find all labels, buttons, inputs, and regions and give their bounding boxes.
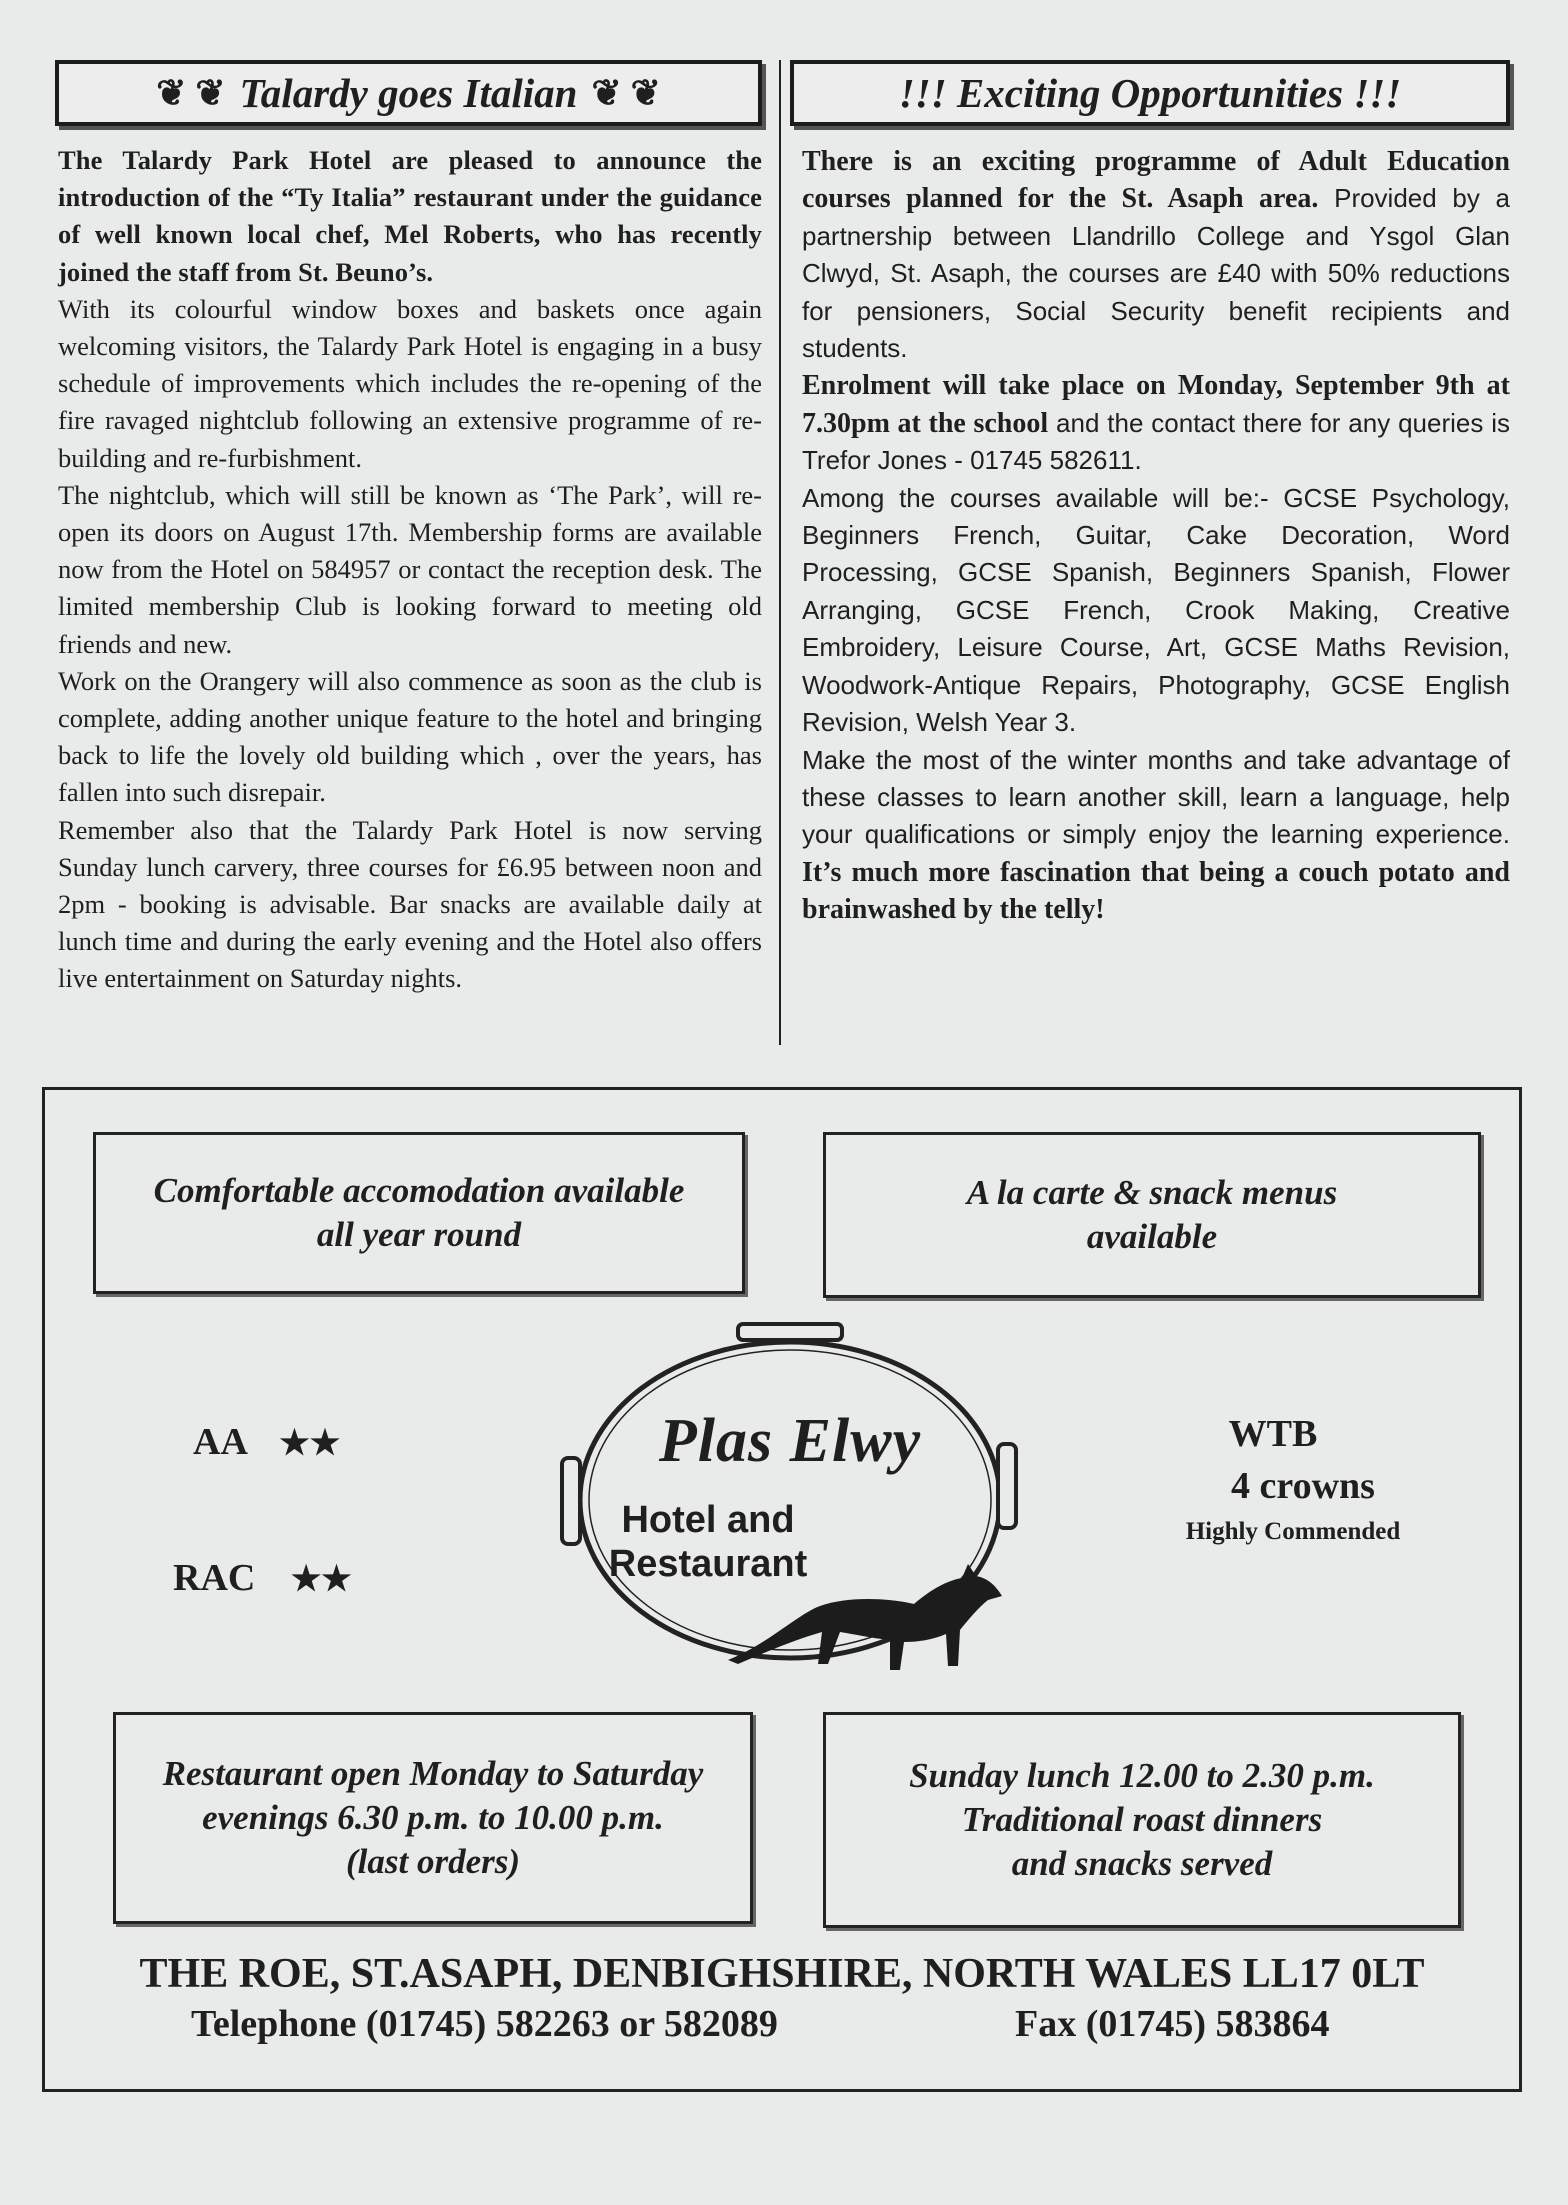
right-article-body: [790, 143, 1510, 929]
logo-subtitle: [558, 1498, 858, 1586]
box-line: Sunday lunch 12.00 to 2.30 p.m.: [909, 1756, 1375, 1795]
box-line: Traditional roast dinners: [961, 1800, 1323, 1839]
logo-subtitle-line: Restaurant: [608, 1543, 808, 1585]
right-article-bold: There is an exciting programme of Adult Education courses planned for the St. Asaph area.: [802, 146, 1510, 215]
left-article-paragraph: The nightclub, which will still be known as ‘The Park’, will re-open its doors on August 17th. Membership forms are available now from the Hotel on 584957 or contact the reception desk. The limited membership Club is looking forward to meeting old friends and new.: [58, 479, 762, 659]
crowns-label: 4 crowns: [1231, 1465, 1375, 1507]
left-article-paragraph: With its colourful window boxes and baskets once again welcoming visitors, the Talardy Park Hotel is engaging in a busy schedule of improvements which includes the re-opening of the fire ravaged nightclub following an extensive programme of re-building and re-furbishment.: [58, 293, 762, 473]
rac-rating: [173, 1556, 352, 1600]
commended-label: Highly Commended: [1185, 1518, 1401, 1545]
hotel-logo: [558, 1314, 1028, 1684]
box-line: (last orders): [345, 1842, 521, 1881]
hotel-fax: Fax (01745) 583864: [1015, 2003, 1330, 2045]
right-article-text: Make the most of the winter months and take advantage of these classes to learn another skill, learn a language, help your qualifications or simply enjoy the learning experience.: [802, 744, 1510, 850]
left-article-heading: [55, 60, 762, 126]
left-article-title: Talardy goes Italian: [239, 70, 578, 116]
left-article-paragraph: Remember also that the Talardy Park Hotel is now serving Sunday lunch carvery, three courses for £6.95 between noon and 2pm - booking is advisable. Bar snacks are available daily at lunch time and during the early evening and the Hotel also offers live entertainment on Saturday nights.: [58, 814, 762, 994]
box-line: available: [1086, 1217, 1218, 1256]
sunday-lunch-box: [823, 1712, 1461, 1928]
box-line: and snacks served: [1011, 1844, 1273, 1883]
menus-box: [823, 1132, 1481, 1298]
column-divider: [779, 60, 781, 1045]
wtb-rating: [1153, 1408, 1453, 1552]
right-article-course-list: Among the courses available will be:- GCSE Psychology, Beginners French, Guitar, Cake Decoration, Word Processing, GCSE Spanish, Beginners Spanish, Flower Arranging, GCSE French, Crook Making, Creative Embroidery, Leisure Course, Art, GCSE Maths Revision, Woodwork-Antique Repairs, Photography, GCSE English Revision, Welsh Year 3.: [802, 482, 1510, 738]
hotel-advert: [42, 1087, 1522, 2092]
right-article-heading: [790, 60, 1510, 126]
wtb-label: WTB: [1228, 1413, 1318, 1455]
logo-subtitle-line: Hotel and: [621, 1499, 795, 1541]
right-article-text: and the contact there for any queries is Trefor Jones - 01745 582611.: [802, 407, 1510, 476]
box-line: evenings 6.30 p.m. to 10.00 p.m.: [202, 1798, 664, 1837]
right-article-title: !!! Exciting Opportunities !!!: [898, 70, 1402, 116]
box-line: Restaurant open Monday to Saturday: [162, 1754, 704, 1793]
right-article-bold: It’s much more fascination that being a couch potato and brainwashed by the telly!: [802, 856, 1510, 926]
star-icon: ★★: [279, 1425, 341, 1462]
logo-name: Plas Elwy: [658, 1407, 922, 1475]
left-article: [55, 60, 762, 998]
aa-label: AA: [193, 1421, 246, 1463]
left-article-body: [55, 142, 762, 998]
star-icon: ★★: [290, 1561, 352, 1598]
ornament-icon: ❦ ❦: [156, 73, 226, 113]
right-article-text: Provided by a partnership between Llandrillo College and Ysgol Glan Clwyd, St. Asaph, the courses are £40 with 50% reductions for pensioners, Social Security benefit recipients and students.: [802, 183, 1510, 364]
right-article-bold: Enrolment will take place on Monday, September 9th at 7.30pm at the school: [802, 370, 1510, 439]
box-line: A la carte & snack menus: [966, 1173, 1338, 1212]
box-line: all year round: [316, 1215, 522, 1254]
restaurant-hours-box: [113, 1712, 753, 1924]
hotel-telephone: Telephone (01745) 582263 or 582089: [191, 2003, 778, 2045]
right-article: [790, 60, 1510, 929]
left-article-paragraph: Work on the Orangery will also commence as soon as the club is complete, adding another unique feature to the hotel and bringing back to life the lovely old building which , over the years, has fallen into such disrepair.: [58, 665, 762, 808]
hotel-address: THE ROE, ST.ASAPH, DENBIGHSHIRE, NORTH WALES LL17 0LT: [139, 1951, 1425, 1997]
aa-rating: [193, 1420, 340, 1464]
accommodation-box: [93, 1132, 745, 1294]
left-article-lead: The Talardy Park Hotel are pleased to announce the introduction of the “Ty Italia” restaurant under the guidance of well known local chef, Mel Roberts, who has recently joined the staff from St. Beuno’s.: [58, 145, 762, 287]
ornament-icon: ❦ ❦: [591, 73, 661, 113]
box-line: Comfortable accomodation available: [153, 1171, 685, 1210]
rac-label: RAC: [173, 1557, 256, 1599]
